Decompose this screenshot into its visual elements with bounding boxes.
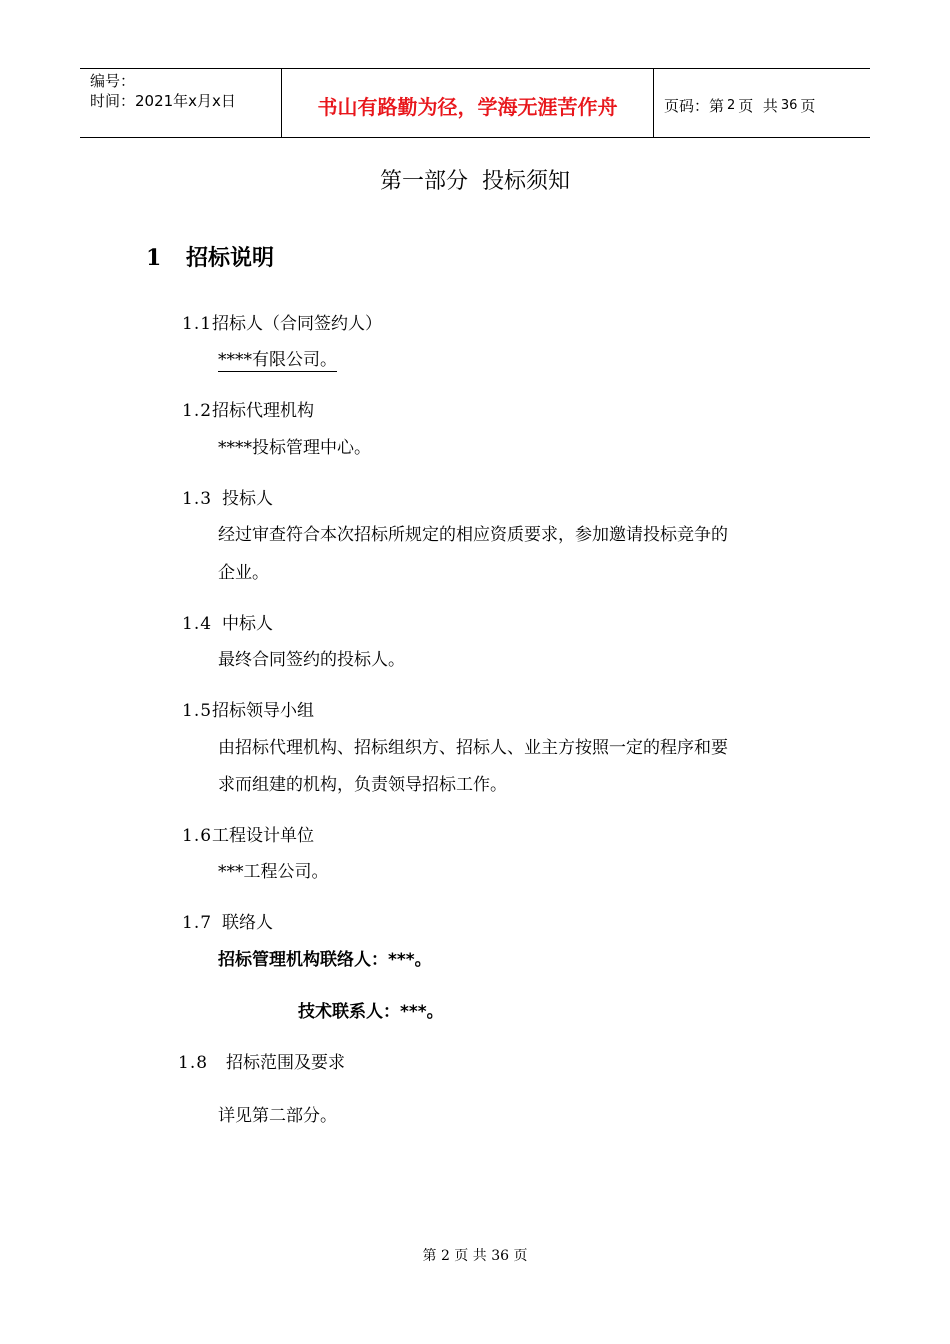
- item-line: ****有限公司。: [218, 350, 337, 370]
- item-body-1-5-line2: 求而组建的机构，负责领导招标工作。: [218, 775, 507, 795]
- header-motto: 书山有路勤为径，学海无涯苦作舟: [282, 69, 654, 137]
- item-body-1-2: ****投标管理中心。: [218, 438, 371, 458]
- item-body-1-3-line2: 企业。: [218, 563, 269, 583]
- header-time-label: 时间：2021年x月x日: [90, 92, 236, 110]
- item-title: 招标代理机构: [212, 401, 315, 421]
- item-number: 1.8: [178, 1053, 209, 1073]
- section-title: 招标说明: [186, 245, 275, 271]
- header-page-prefix: 页码：第: [664, 96, 725, 115]
- header-meta: [80, 69, 282, 137]
- item-title: 投标人: [222, 489, 274, 509]
- header-page-mid: 页 共: [738, 96, 778, 115]
- item-number: 1.6: [182, 826, 213, 846]
- header-page-info: [654, 69, 870, 137]
- item-title: 联络人: [222, 913, 274, 933]
- item-number: 1.7: [182, 913, 213, 933]
- item-heading-1-5: [182, 699, 314, 723]
- section-number: 1: [146, 245, 162, 271]
- item-body-1-4: 最终合同签约的投标人。: [218, 650, 405, 670]
- page-footer: 第 2 页 共 36 页: [422, 1248, 528, 1264]
- item-body-1-6: ***工程公司。: [218, 862, 329, 882]
- item-number: 1.5: [182, 701, 213, 721]
- item-body-1-7-contact2: 技术联系人：***。: [298, 1002, 444, 1022]
- section-heading: [146, 242, 274, 274]
- item-title: 招标领导小组: [212, 701, 315, 721]
- item-title: 招标范围及要求: [226, 1053, 346, 1073]
- item-number: 1.1: [182, 314, 213, 334]
- item-heading-1-6: [182, 824, 314, 848]
- item-number: 1.2: [182, 401, 213, 421]
- item-title: 招标人（合同签约人）: [212, 314, 383, 334]
- part-title: 第一部分 投标须知: [380, 169, 570, 194]
- item-title: 中标人: [222, 614, 274, 634]
- item-heading-1-3: [182, 487, 273, 511]
- item-body-1-1: [218, 348, 337, 372]
- item-heading-1-1: [182, 312, 382, 336]
- header-page-total: 36: [780, 97, 798, 113]
- item-body-1-5-line1: 由招标代理机构、招标组织方、招标人、业主方按照一定的程序和要: [218, 738, 728, 758]
- item-number: 1.3: [182, 489, 213, 509]
- header-page-suffix: 页: [800, 96, 816, 115]
- item-heading-1-7: [182, 911, 273, 935]
- item-heading-1-8: [178, 1051, 345, 1075]
- item-heading-1-4: [182, 612, 273, 636]
- item-number: 1.4: [182, 614, 213, 634]
- item-heading-1-2: [182, 399, 314, 423]
- header-number-label: 编号：: [90, 72, 136, 90]
- item-title: 工程设计单位: [212, 826, 315, 846]
- item-body-1-3-line1: 经过审查符合本次招标所规定的相应资质要求，参加邀请投标竞争的: [218, 525, 728, 545]
- item-body-1-8: 详见第二部分。: [218, 1106, 337, 1126]
- header-page-num: 2: [727, 97, 736, 113]
- item-body-1-7-contact1: 招标管理机构联络人：***。: [218, 950, 432, 970]
- page-header: [80, 68, 870, 138]
